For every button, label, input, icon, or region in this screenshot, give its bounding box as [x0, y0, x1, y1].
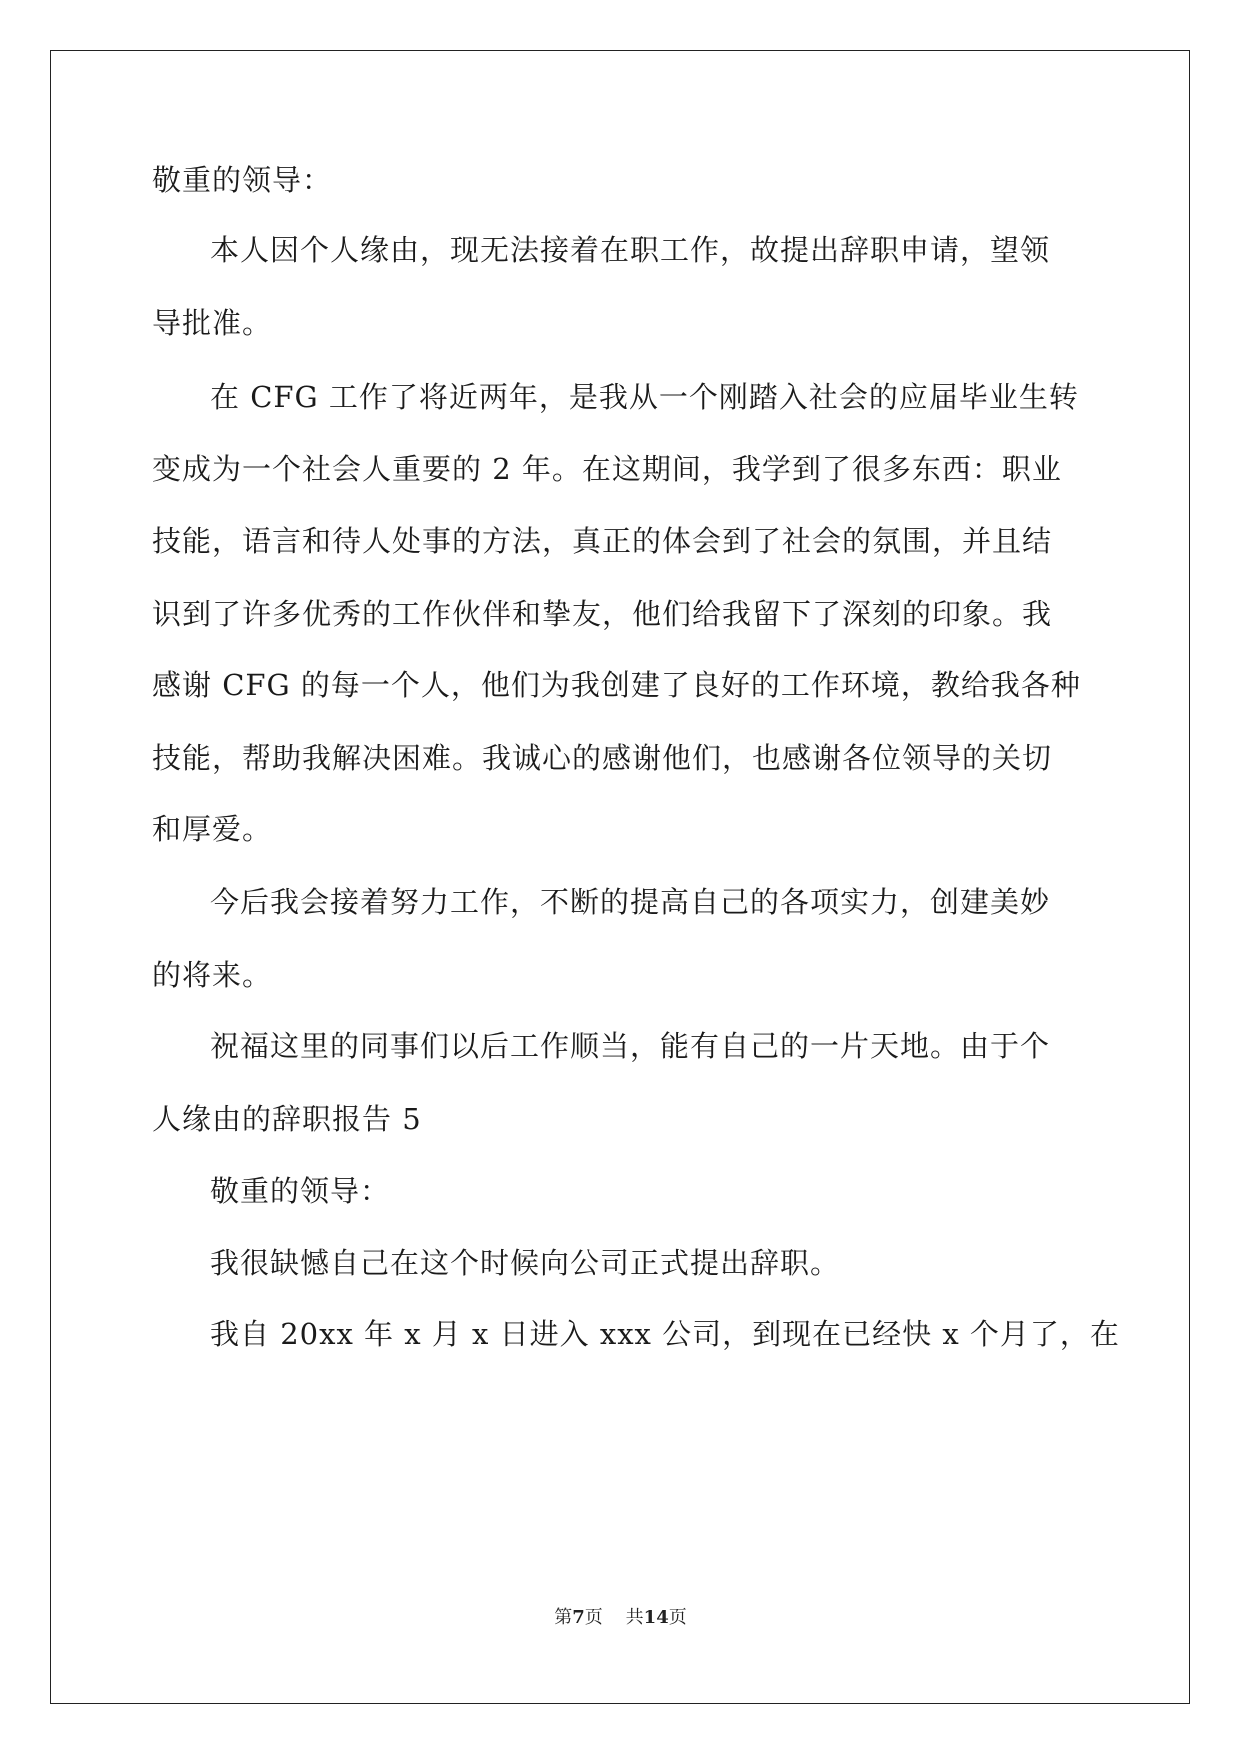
paragraph-line: 识到了许多优秀的工作伙伴和挚友，他们给我留下了深刻的印象。我: [152, 597, 1053, 631]
paragraph-line: 变成为一个社会人重要的 2 年。在这期间，我学到了很多东西：职业: [152, 452, 1062, 486]
total-suffix: 页: [668, 1607, 687, 1628]
page-border: [50, 50, 1190, 1704]
salutation: 敬重的领导：: [152, 163, 333, 197]
salutation: 敬重的领导：: [210, 1174, 391, 1208]
paragraph-line: 在 CFG 工作了将近两年，是我从一个刚踏入社会的应届毕业生转: [210, 380, 1079, 414]
current-page-number: 7: [572, 1607, 585, 1628]
page-footer: [0, 1603, 1241, 1629]
paragraph-line: 我自 20xx 年 x 月 x 日进入 xxx 公司，到现在已经快 x 个月了，在: [210, 1317, 1120, 1351]
page-prefix: 第: [554, 1607, 573, 1628]
total-page-number: 14: [643, 1607, 669, 1628]
paragraph-line: 导批准。: [152, 306, 273, 340]
paragraph-line: 我很缺憾自己在这个时候向公司正式提出辞职。: [210, 1246, 841, 1280]
total-prefix: 共: [625, 1607, 644, 1628]
paragraph-line: 本人因个人缘由，现无法接着在职工作，故提出辞职申请，望领: [210, 233, 1051, 267]
paragraph-line: 技能，帮助我解决困难。我诚心的感谢他们，也感谢各位领导的关切: [152, 741, 1053, 775]
paragraph-line: 的将来。: [152, 958, 273, 992]
paragraph-line: 祝福这里的同事们以后工作顺当，能有自己的一片天地。由于个: [210, 1029, 1051, 1063]
paragraph-line: 今后我会接着努力工作，不断的提高自己的各项实力，创建美妙: [210, 885, 1051, 919]
paragraph-line: 技能，语言和待人处事的方法，真正的体会到了社会的氛围，并且结: [152, 524, 1053, 558]
section-heading: 人缘由的辞职报告 5: [152, 1102, 422, 1136]
paragraph-line: 感谢 CFG 的每一个人，他们为我创建了良好的工作环境，教给我各种: [152, 668, 1081, 702]
paragraph-line: 和厚爱。: [152, 812, 273, 846]
page-suffix: 页: [584, 1607, 603, 1628]
